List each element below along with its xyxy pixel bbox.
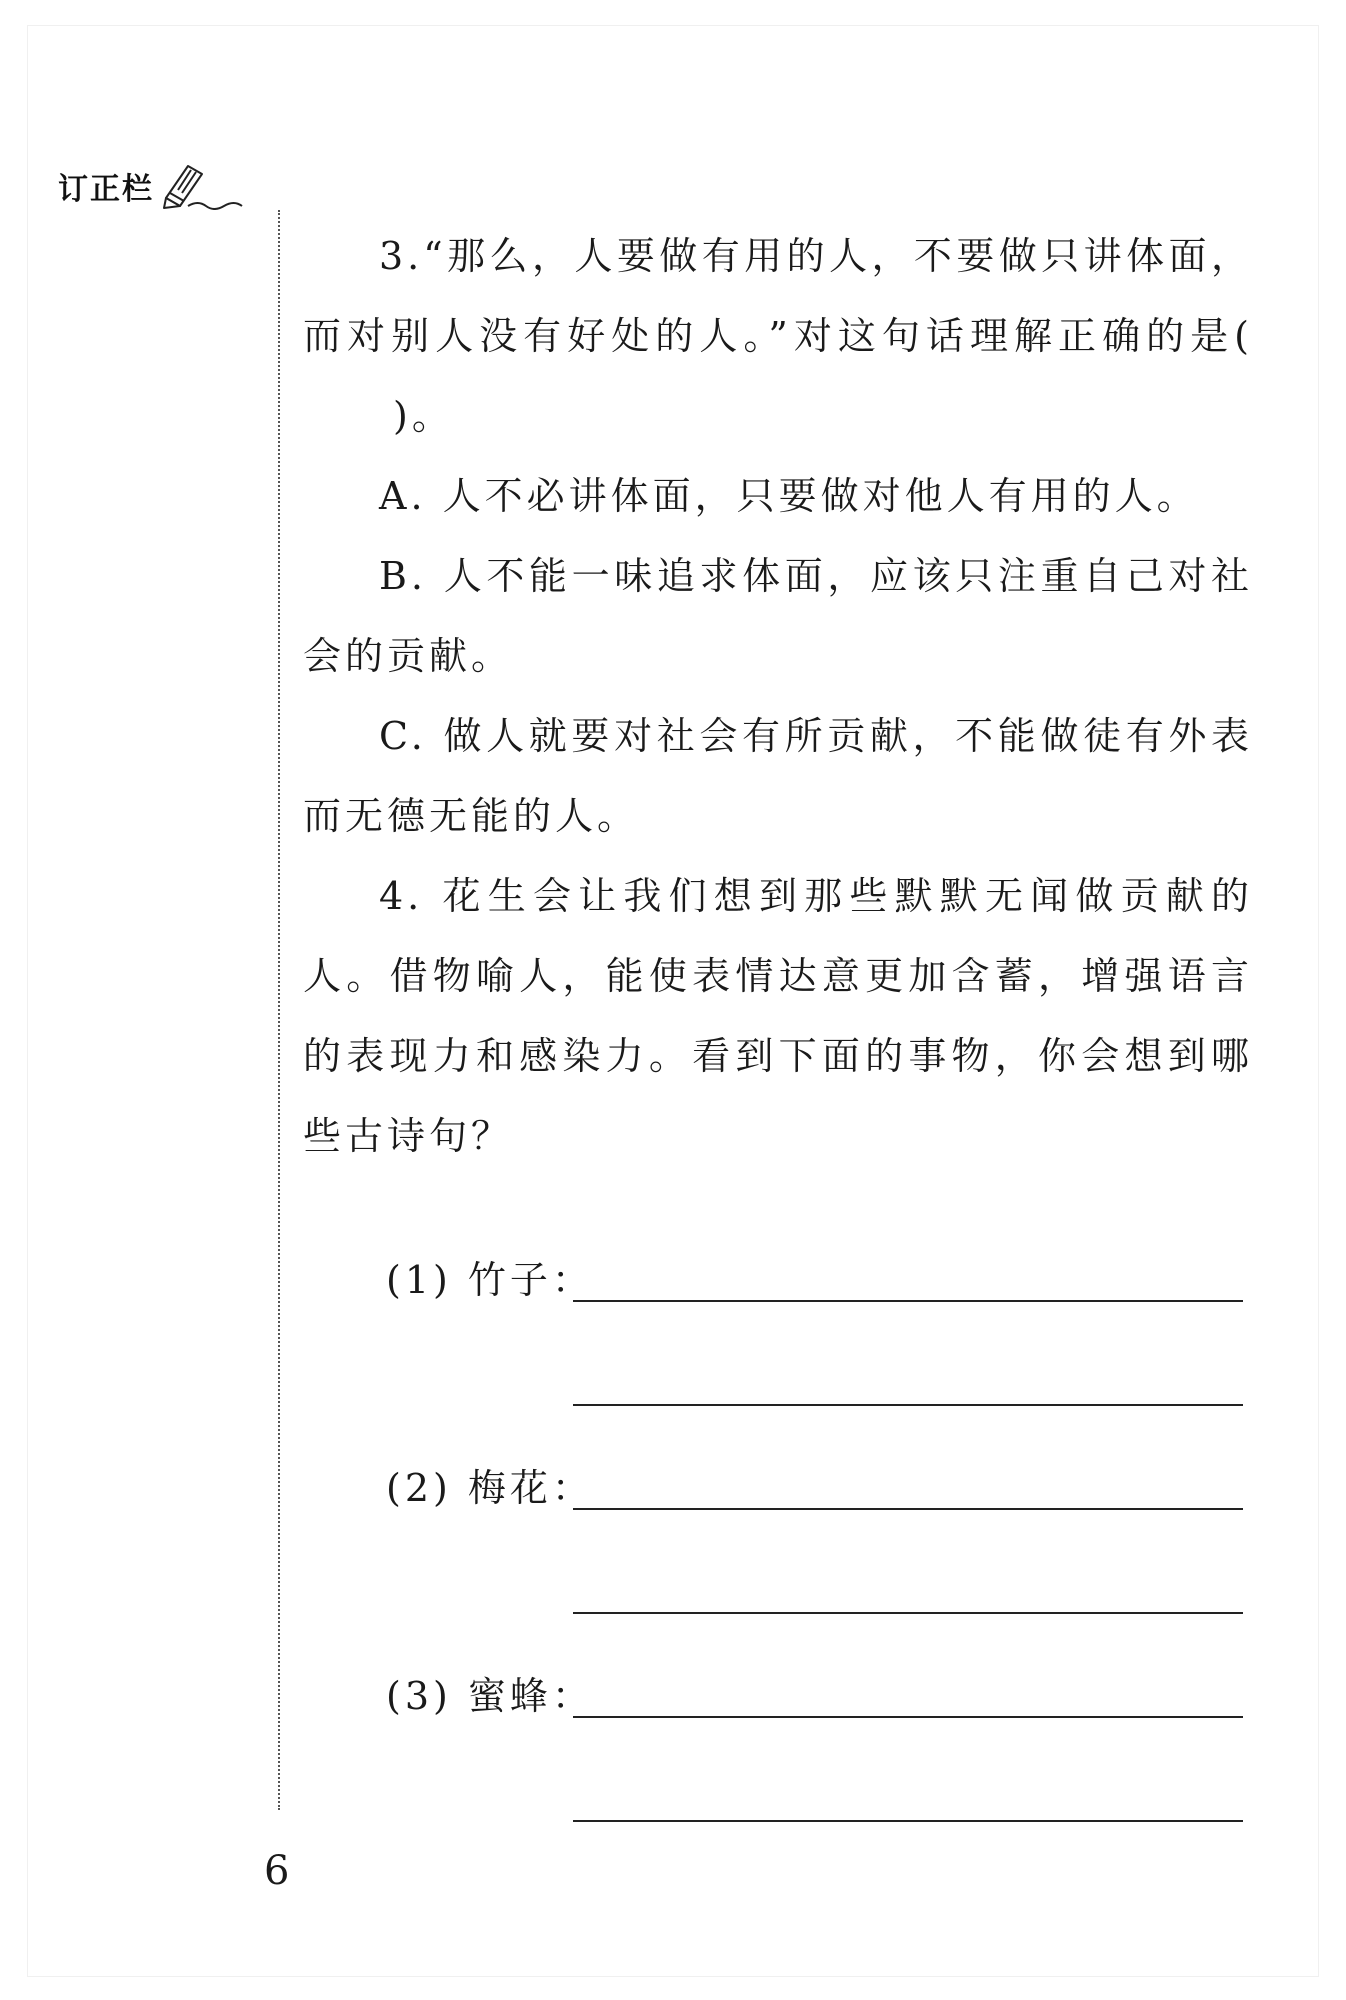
question-3-paren-close: )。 bbox=[393, 394, 454, 438]
answer-line-plum-2[interactable] bbox=[573, 1572, 1243, 1614]
answer-row-bamboo-2 bbox=[303, 1320, 1253, 1424]
answer-label-plum: (2) 梅花： bbox=[386, 1466, 594, 1510]
answer-line-bee-2[interactable] bbox=[573, 1780, 1243, 1822]
option-a: A. 人不必讲体面，只要做对他人有用的人。 bbox=[379, 474, 1199, 518]
answer-line-bamboo-1[interactable] bbox=[573, 1260, 1243, 1302]
answer-row-bee bbox=[303, 1632, 1253, 1736]
page-number: 6 bbox=[264, 1848, 290, 1894]
answer-line-plum-1[interactable] bbox=[573, 1468, 1243, 1510]
answer-row-plum bbox=[303, 1424, 1253, 1528]
option-b: B. 人不能一味追求体面，应该只注重自己对社会的贡献。 bbox=[303, 554, 1253, 678]
pencil-icon bbox=[158, 160, 248, 214]
question-3-text: 3.“那么，人要做有用的人，不要做只讲体面，而对别人没有好处的人。”对这句话理解正确的是( bbox=[303, 234, 1253, 358]
correction-column-header bbox=[58, 160, 248, 208]
answer-row-plum-2 bbox=[303, 1528, 1253, 1632]
question-4-answers bbox=[303, 1216, 1253, 1840]
correction-title: 订正栏 bbox=[58, 172, 154, 207]
question-3-stem bbox=[303, 216, 1253, 456]
option-c: C. 做人就要对社会有所贡献，不能做徒有外表而无德无能的人。 bbox=[303, 714, 1253, 838]
answer-row-bamboo bbox=[303, 1216, 1253, 1320]
answer-label-bamboo: (1) 竹子： bbox=[386, 1258, 594, 1302]
worksheet-page bbox=[28, 26, 1318, 1976]
question-4-stem: 4. 花生会让我们想到那些默默无闻做贡献的人。借物喻人，能使表情达意更加含蓄，增强语言的表现力和感染力。看到下面的事物，你会想到哪些古诗句？ bbox=[303, 874, 1253, 1158]
answer-line-bamboo-2[interactable] bbox=[573, 1364, 1243, 1406]
answer-line-bee-1[interactable] bbox=[573, 1676, 1243, 1718]
answer-label-bee: (3) 蜜蜂： bbox=[386, 1674, 594, 1718]
question-content bbox=[303, 216, 1253, 1840]
answer-row-bee-2 bbox=[303, 1736, 1253, 1840]
margin-divider bbox=[278, 210, 280, 1810]
